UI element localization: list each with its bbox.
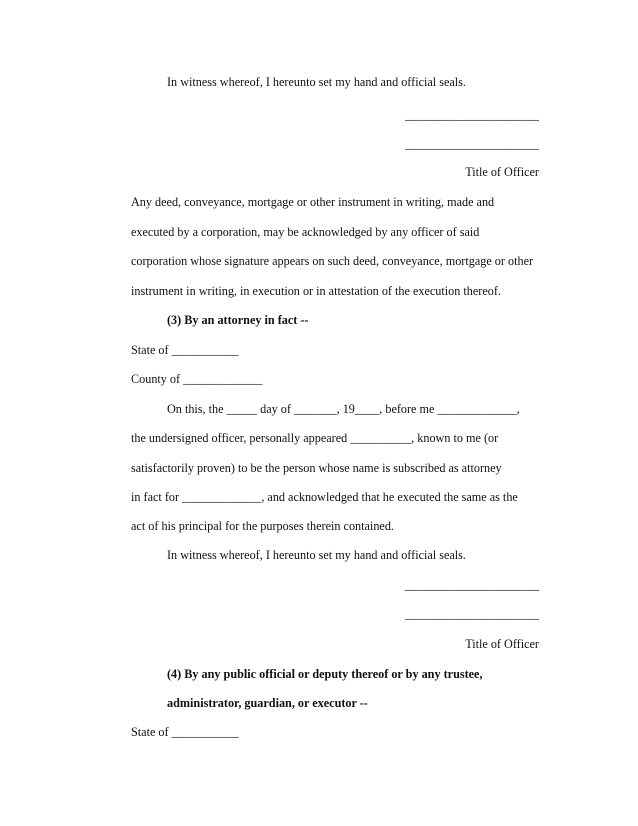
section-heading: administrator, guardian, or executor -- (167, 696, 368, 710)
signature-line: ______________________ (404, 578, 539, 592)
state-line: State of ___________ (131, 343, 239, 357)
title-of-officer: Title of Officer (465, 165, 539, 179)
section-heading: (4) By any public official or deputy thereof or by any trustee, (167, 667, 483, 681)
signature-line: ______________________ (404, 607, 539, 621)
paragraph-line: corporation whose signature appears on such deed, conveyance, mortgage or other (131, 254, 534, 268)
paragraph-line: On this, the _____ day of _______, 19____, before me _____________, (167, 402, 520, 416)
paragraph-line: in fact for _____________, and acknowledged that he executed the same as the (131, 490, 518, 504)
paragraph-line: Any deed, conveyance, mortgage or other instrument in writing, made and (131, 195, 495, 209)
witness-clause: In witness whereof, I hereunto set my hand and official seals. (167, 548, 466, 562)
signature-line: ______________________ (404, 137, 539, 151)
paragraph-line: instrument in writing, in execution or in attestation of the execution thereof. (131, 284, 501, 298)
paragraph-line: satisfactorily proven) to be the person whose name is subscribed as attorney (131, 461, 502, 475)
section-heading: (3) By an attorney in fact -- (167, 313, 309, 327)
signature-line: ______________________ (404, 108, 539, 122)
paragraph-line: the undersigned officer, personally appeared __________, known to me (or (131, 431, 499, 445)
witness-clause: In witness whereof, I hereunto set my hand and official seals. (167, 75, 466, 89)
paragraph-line: executed by a corporation, may be acknowledged by any officer of said (131, 225, 480, 239)
title-of-officer: Title of Officer (465, 637, 539, 651)
state-line: State of ___________ (131, 725, 239, 739)
paragraph-line: act of his principal for the purposes therein contained. (131, 519, 394, 533)
county-line: County of _____________ (131, 372, 263, 386)
